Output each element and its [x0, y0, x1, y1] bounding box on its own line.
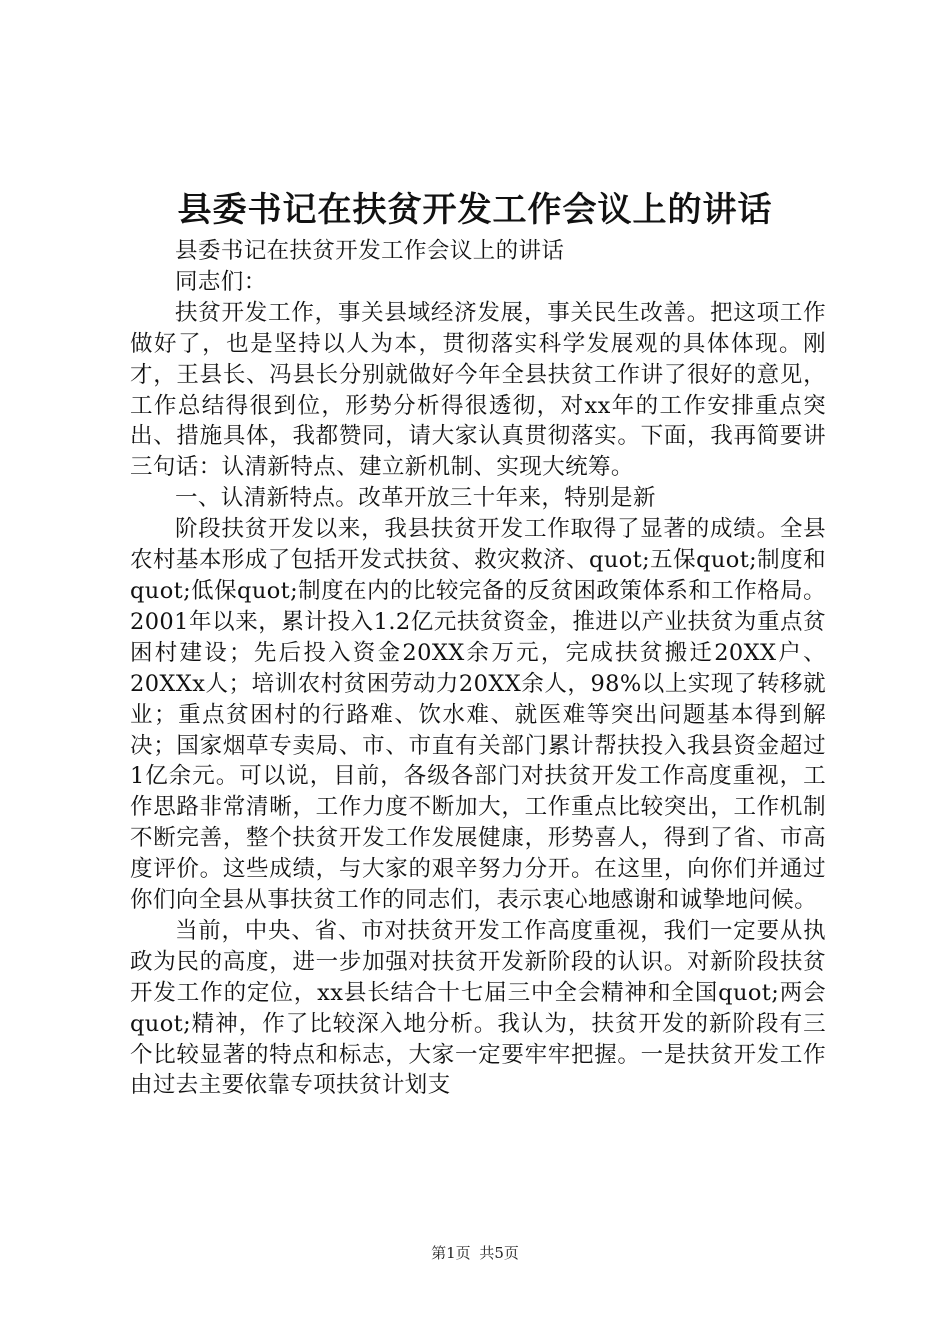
- page-number-total: 共5页: [479, 1244, 519, 1262]
- paragraph-section-one-heading: 一、认清新特点。改革开放三十年来，特别是新: [175, 485, 656, 512]
- paragraph-intro: 扶贫开发工作，事关县域经济发展，事关民生改善。把这项工作做好了，也是坚持以人为本，贯彻落实科学发展观的具体体现。刚才，王县长、冯县长分别就做好今年全县扶贫工作讲了很好的意见，工作总结得很到位，形势分析得很透彻，对xx年的工作安排重点突出、措施具体，我都赞同，请大家认真贯彻落实。下面，我再简要讲三句话：认清新特点、建立新机制、实现大统筹。: [130, 299, 826, 481]
- paragraph-subtitle: 县委书记在扶贫开发工作会议上的讲话: [175, 238, 565, 264]
- page-number-current: 第1页: [431, 1244, 471, 1262]
- page-footer: [0, 1243, 950, 1263]
- document-body: [130, 236, 826, 1101]
- paragraph-current-situation: 当前，中央、省、市对扶贫开发工作高度重视，我们一定要从执政为民的高度，进一步加强对扶贫开发新阶段的认识。对新阶段扶贫开发工作的定位，xx县长结合十七届三中全会精神和全国quot;两会quot;精神，作了比较深入地分析。我认为，扶贫开发的新阶段有三个比较显著的特点和标志，大家一定要牢牢把握。一是扶贫开发工作由过去主要依靠专项扶贫计划支: [130, 917, 826, 1099]
- document-title: 县委书记在扶贫开发工作会议上的讲话: [177, 190, 773, 230]
- paragraph-achievements: 阶段扶贫开发以来，我县扶贫开发工作取得了显著的成绩。全县农村基本形成了包括开发式扶贫、救灾救济、quot;五保quot;制度和quot;低保quot;制度在内的比较完备的反贫困政策体系和工作格局。2001年以来，累计投入1.2亿元扶贫资金，推进以产业扶贫为重点贫困村建设；先后投入资金20XX余万元，完成扶贫搬迁20XX户、20XXx人；培训农村贫困劳动力20XX余人，98%以上实现了转移就业；重点贫困村的行路难、饮水难、就医难等突出问题基本得到解决；国家烟草专卖局、市、市直有关部门累计帮扶投入我县资金超过1亿余元。可以说，目前，各级各部门对扶贫开发工作高度重视，工作思路非常清晰，工作力度不断加大，工作重点比较突出，工作机制不断完善，整个扶贫开发工作发展健康，形势喜人，得到了省、市高度评价。这些成绩，与大家的艰辛努力分开。在这里，向你们并通过你们向全县从事扶贫工作的同志们，表示衷心地感谢和诚挚地问候。: [130, 516, 826, 914]
- paragraph-salutation: 同志们：: [175, 268, 267, 295]
